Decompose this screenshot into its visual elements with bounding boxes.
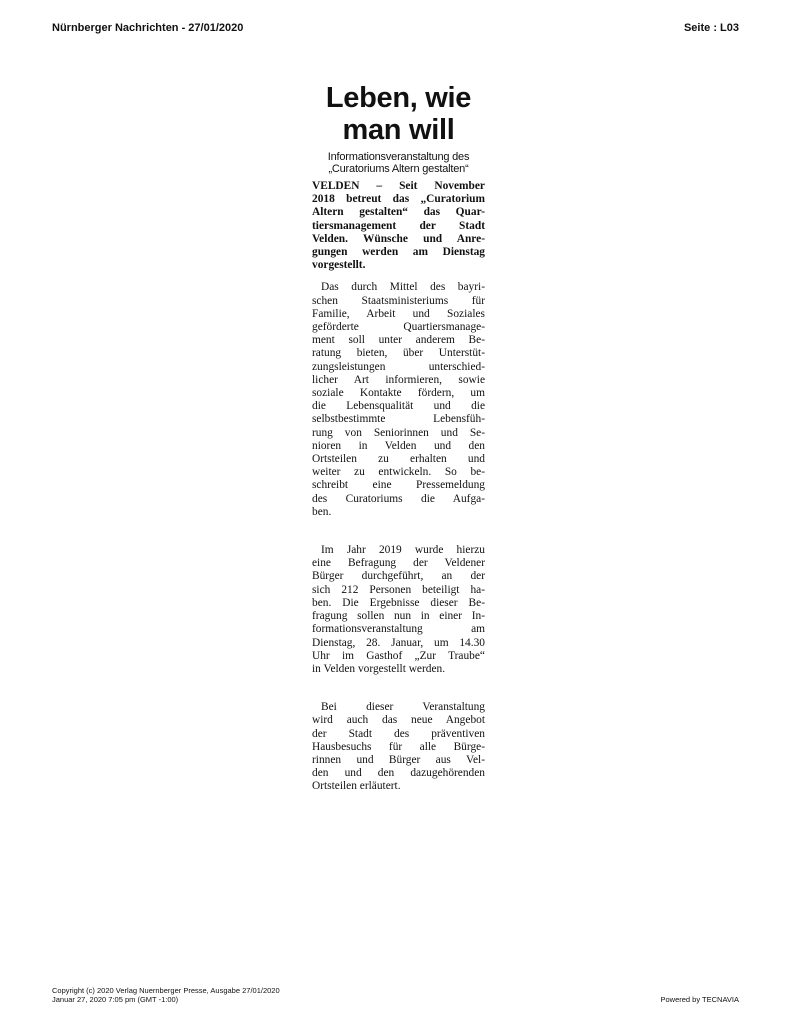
article-body bbox=[312, 281, 485, 793]
body-paragraph bbox=[312, 544, 485, 676]
headline-line: man will bbox=[342, 114, 455, 146]
paragraph-line: ratung bieten, über Unterstüt- bbox=[312, 347, 485, 360]
lead-line: Altern gestalten“ das Quar- bbox=[312, 206, 485, 219]
body-paragraph bbox=[312, 281, 485, 519]
paragraph-line: Familie, Arbeit und Soziales bbox=[312, 307, 485, 320]
paragraph-line: fragung sollen nun in einer In- bbox=[312, 610, 485, 623]
paragraph-line: Bei dieser Veranstaltung bbox=[321, 701, 485, 714]
subheadline-line: „Curatoriums Altern gestalten“ bbox=[328, 163, 469, 175]
paragraph-line: Ortsteilen zu erhalten und bbox=[312, 453, 485, 466]
paragraph-line: die Lebensqualität und die bbox=[312, 400, 485, 413]
article bbox=[312, 82, 485, 819]
paragraph-line: des Curatoriums die Aufga- bbox=[312, 492, 485, 505]
paragraph-line: soziale Kontakte fördern, um bbox=[312, 387, 485, 400]
publication-header: Nürnberger Nachrichten - 27/01/2020 bbox=[52, 22, 244, 34]
paragraph-line: Dienstag, 28. Januar, um 14.30 bbox=[312, 636, 485, 649]
paragraph-line: Bürger durchgeführt, an der bbox=[312, 570, 485, 583]
paragraph-line: rung von Seniorinnen und Se- bbox=[312, 426, 485, 439]
lead-line: 2018 betreut das „Curatorium bbox=[312, 193, 485, 206]
copyright-notice bbox=[52, 986, 280, 1004]
paragraph-line: in Velden vorgestellt werden. bbox=[312, 662, 446, 675]
paragraph-line: geförderte Quartiersmanage- bbox=[312, 321, 485, 334]
paragraph-line: formationsveranstaltung am bbox=[312, 623, 485, 636]
paragraph-line: rinnen und Bürger aus Vel- bbox=[312, 753, 485, 766]
powered-by: Powered by TECNAVIA bbox=[660, 995, 739, 1004]
subheadline bbox=[312, 151, 485, 175]
paragraph-line: schen Staatsministeriums für bbox=[312, 294, 485, 307]
lead-line: Velden. Wünsche und Anre- bbox=[312, 232, 485, 245]
lead-line: gungen werden am Dienstag bbox=[312, 246, 485, 259]
paragraph-line: ben. bbox=[312, 505, 332, 518]
lead-line: VELDEN – Seit November bbox=[312, 180, 485, 192]
headline-line: Leben, wie bbox=[325, 82, 472, 114]
paragraph-line: licher Art informieren, sowie bbox=[312, 373, 485, 386]
paragraph-line: den und den dazugehörenden bbox=[312, 767, 485, 780]
page-number: Seite : L03 bbox=[683, 22, 739, 34]
copyright-line: Januar 27, 2020 7:05 pm (GMT -1:00) bbox=[52, 995, 179, 1004]
headline bbox=[312, 82, 485, 146]
paragraph-line: der Stadt des präventiven bbox=[312, 727, 485, 740]
paragraph-line: selbstbestimmte Lebensfüh- bbox=[312, 413, 485, 426]
paragraph-line: Ortsteilen erläutert. bbox=[312, 780, 401, 793]
paragraph-line: eine Befragung der Veldener bbox=[312, 557, 485, 570]
lead-paragraph bbox=[312, 180, 485, 272]
paragraph-line: Im Jahr 2019 wurde hierzu bbox=[321, 544, 485, 557]
paragraph-line: nioren in Velden und den bbox=[312, 439, 485, 452]
paragraph-line: wird auch das neue Angebot bbox=[312, 714, 485, 727]
paragraph-line: Uhr im Gasthof „Zur Traube“ bbox=[312, 649, 485, 662]
lead-line: tiersmanagement der Stadt bbox=[312, 219, 485, 232]
subheadline-line: Informationsveranstaltung des bbox=[327, 151, 470, 163]
paragraph-line: schreibt eine Pressemeldung bbox=[312, 479, 485, 492]
paragraph-line: Das durch Mittel des bayri- bbox=[321, 281, 485, 294]
paragraph-line: sich 212 Personen beteiligt ha- bbox=[312, 583, 485, 596]
copyright-line: Copyright (c) 2020 Verlag Nuernberger Presse, Ausgabe 27/01/2020 bbox=[52, 986, 280, 995]
body-paragraph bbox=[312, 701, 485, 793]
paragraph-line: ben. Die Ergebnisse dieser Be- bbox=[312, 596, 485, 609]
paragraph-line: zungsleistungen unterschied- bbox=[312, 360, 485, 373]
lead-line: vorgestellt. bbox=[312, 259, 366, 272]
paragraph-line: weiter zu entwickeln. So be- bbox=[312, 466, 485, 479]
paragraph-line: ment soll unter anderem Be- bbox=[312, 334, 485, 347]
paragraph-line: Hausbesuchs für alle Bürge- bbox=[312, 740, 485, 753]
